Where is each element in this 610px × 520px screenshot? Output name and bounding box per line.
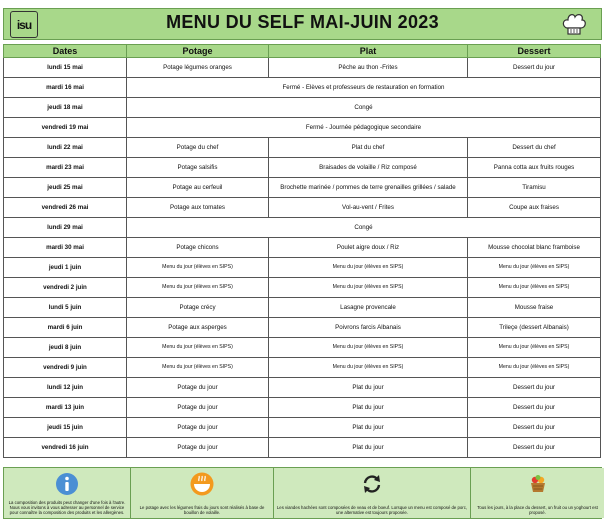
potage-cell: Potage du jour [127, 418, 269, 438]
potage-cell: Potage crécy [127, 298, 269, 318]
date-cell: mardi 30 mai [4, 238, 127, 258]
date-cell: lundi 22 mai [4, 138, 127, 158]
potage-cell: Menu du jour (élèves en SIPS) [127, 278, 269, 298]
school-logo: isu [10, 11, 38, 38]
date-cell: vendredi 16 juin [4, 438, 127, 458]
dessert-cell: Coupe aux fraises [468, 198, 601, 218]
dessert-cell: Dessert du jour [468, 418, 601, 438]
date-cell: jeudi 1 juin [4, 258, 127, 278]
dessert-cell: Menu du jour (élèves en SIPS) [468, 278, 601, 298]
fruit-basket-icon [526, 472, 550, 496]
dessert-cell: Trileçe (dessert Albanais) [468, 318, 601, 338]
menu-table [3, 44, 601, 458]
dessert-cell: Mousse fraise [468, 298, 601, 318]
closure-note-cell: Fermé - Elèves et professeurs de restauration en formation [127, 78, 601, 98]
date-cell: vendredi 9 juin [4, 358, 127, 378]
plat-cell: Menu du jour (élèves en SIPS) [269, 278, 468, 298]
plat-cell: Plat du jour [269, 378, 468, 398]
page-title: MENU DU SELF MAI-JUIN 2023 [166, 12, 439, 32]
date-cell: jeudi 18 mai [4, 98, 127, 118]
potage-cell: Potage du chef [127, 138, 269, 158]
date-cell: jeudi 25 mai [4, 178, 127, 198]
dessert-cell: Menu du jour (élèves en SIPS) [468, 358, 601, 378]
table-row [4, 178, 601, 198]
dessert-cell: Dessert du jour [468, 378, 601, 398]
date-cell: lundi 15 mai [4, 58, 127, 78]
table-row [4, 378, 601, 398]
potage-cell: Potage salsifis [127, 158, 269, 178]
date-cell: lundi 12 juin [4, 378, 127, 398]
footer-text: Les viandes hachées sont composées de veau et de boeuf. Lorsque un menu est composé de porc, une alternative est toujours proposée. [276, 505, 468, 515]
plat-cell: Menu du jour (élèves en SIPS) [269, 258, 468, 278]
table-row [4, 418, 601, 438]
info-icon [55, 472, 79, 496]
footer-text: Le potage avec les légumes frais du jours sont réalisés à base de bouillon de volaille. [139, 505, 265, 515]
footer-note-dessert [471, 468, 604, 518]
footer-note-allergens [4, 468, 131, 518]
table-row [4, 158, 601, 178]
table-row [4, 398, 601, 418]
potage-cell: Potage chicons [127, 238, 269, 258]
column-header-dates: Dates [4, 45, 127, 58]
date-cell: vendredi 19 mai [4, 118, 127, 138]
plat-cell: Vol-au-vent / Frites [269, 198, 468, 218]
closure-note-cell: Congé [127, 218, 601, 238]
dessert-cell: Panna cotta aux fruits rouges [468, 158, 601, 178]
plat-cell: Menu du jour (élèves en SIPS) [269, 358, 468, 378]
potage-cell: Menu du jour (élèves en SIPS) [127, 358, 269, 378]
recycle-arrows-icon [360, 472, 384, 496]
plat-cell: Plat du jour [269, 438, 468, 458]
potage-cell: Potage aux asperges [127, 318, 269, 338]
table-header-row [4, 45, 601, 58]
plat-cell: Pêche au thon -Frites [269, 58, 468, 78]
column-header-potage: Potage [127, 45, 269, 58]
plat-cell: Menu du jour (élèves en SIPS) [269, 338, 468, 358]
potage-cell: Menu du jour (élèves en SIPS) [127, 338, 269, 358]
table-row [4, 298, 601, 318]
table-row [4, 438, 601, 458]
date-cell: jeudi 15 juin [4, 418, 127, 438]
dessert-cell: Menu du jour (élèves en SIPS) [468, 338, 601, 358]
plat-cell: Brochette marinée / pommes de terre grenailles grillées / salade [269, 178, 468, 198]
potage-cell: Potage du jour [127, 378, 269, 398]
footer-text: Tous les jours, à la place du dessert, un fruit ou un yoghourt est proposé. [477, 505, 598, 515]
menu-header [3, 8, 602, 40]
dessert-cell: Dessert du jour [468, 58, 601, 78]
table-row [4, 238, 601, 258]
column-header-plat: Plat [269, 45, 468, 58]
plat-cell: Plat du jour [269, 418, 468, 438]
table-row [4, 258, 601, 278]
table-row [4, 58, 601, 78]
potage-cell: Potage légumes oranges [127, 58, 269, 78]
column-header-dessert: Dessert [468, 45, 601, 58]
potage-cell: Potage du jour [127, 398, 269, 418]
table-row [4, 318, 601, 338]
date-cell: mardi 13 juin [4, 398, 127, 418]
footer-note-soup [131, 468, 274, 518]
date-cell: mardi 23 mai [4, 158, 127, 178]
plat-cell: Poulet aigre doux / Riz [269, 238, 468, 258]
table-row [4, 118, 601, 138]
potage-cell: Potage aux tomates [127, 198, 269, 218]
dessert-cell: Dessert du jour [468, 438, 601, 458]
dessert-cell: Dessert du jour [468, 398, 601, 418]
plat-cell: Plat du chef [269, 138, 468, 158]
potage-cell: Menu du jour (élèves en SIPS) [127, 258, 269, 278]
date-cell: jeudi 8 juin [4, 338, 127, 358]
table-row [4, 218, 601, 238]
table-row [4, 338, 601, 358]
date-cell: mardi 6 juin [4, 318, 127, 338]
dessert-cell: Tiramisu [468, 178, 601, 198]
table-row [4, 278, 601, 298]
date-cell: lundi 29 mai [4, 218, 127, 238]
potage-cell: Potage du jour [127, 438, 269, 458]
footer-text: La composition des produits peut changer d'une fois à l'autre. Nous vous invitons à vous adresser au personnel de service pour connaître la composition des produits et les allergènes. [8, 500, 126, 515]
dessert-cell: Mousse chocolat blanc framboise [468, 238, 601, 258]
date-cell: mardi 16 mai [4, 78, 127, 98]
table-row [4, 98, 601, 118]
table-row [4, 198, 601, 218]
plat-cell: Braisades de volaille / Riz composé [269, 158, 468, 178]
footer-note-meat [274, 468, 471, 518]
date-cell: vendredi 26 mai [4, 198, 127, 218]
plat-cell: Lasagne provencale [269, 298, 468, 318]
dessert-cell: Dessert du chef [468, 138, 601, 158]
soup-bowl-icon [190, 472, 214, 496]
table-row [4, 138, 601, 158]
date-cell: lundi 5 juin [4, 298, 127, 318]
dessert-cell: Menu du jour (élèves en SIPS) [468, 258, 601, 278]
date-cell: vendredi 2 juin [4, 278, 127, 298]
table-row [4, 358, 601, 378]
footer-notes [3, 467, 602, 519]
closure-note-cell: Fermé - Journée pédagogique secondaire [127, 118, 601, 138]
table-row [4, 78, 601, 98]
chef-hat-icon [561, 11, 587, 37]
plat-cell: Poivrons farcis Albanais [269, 318, 468, 338]
closure-note-cell: Congé [127, 98, 601, 118]
potage-cell: Potage au cerfeuil [127, 178, 269, 198]
plat-cell: Plat du jour [269, 398, 468, 418]
